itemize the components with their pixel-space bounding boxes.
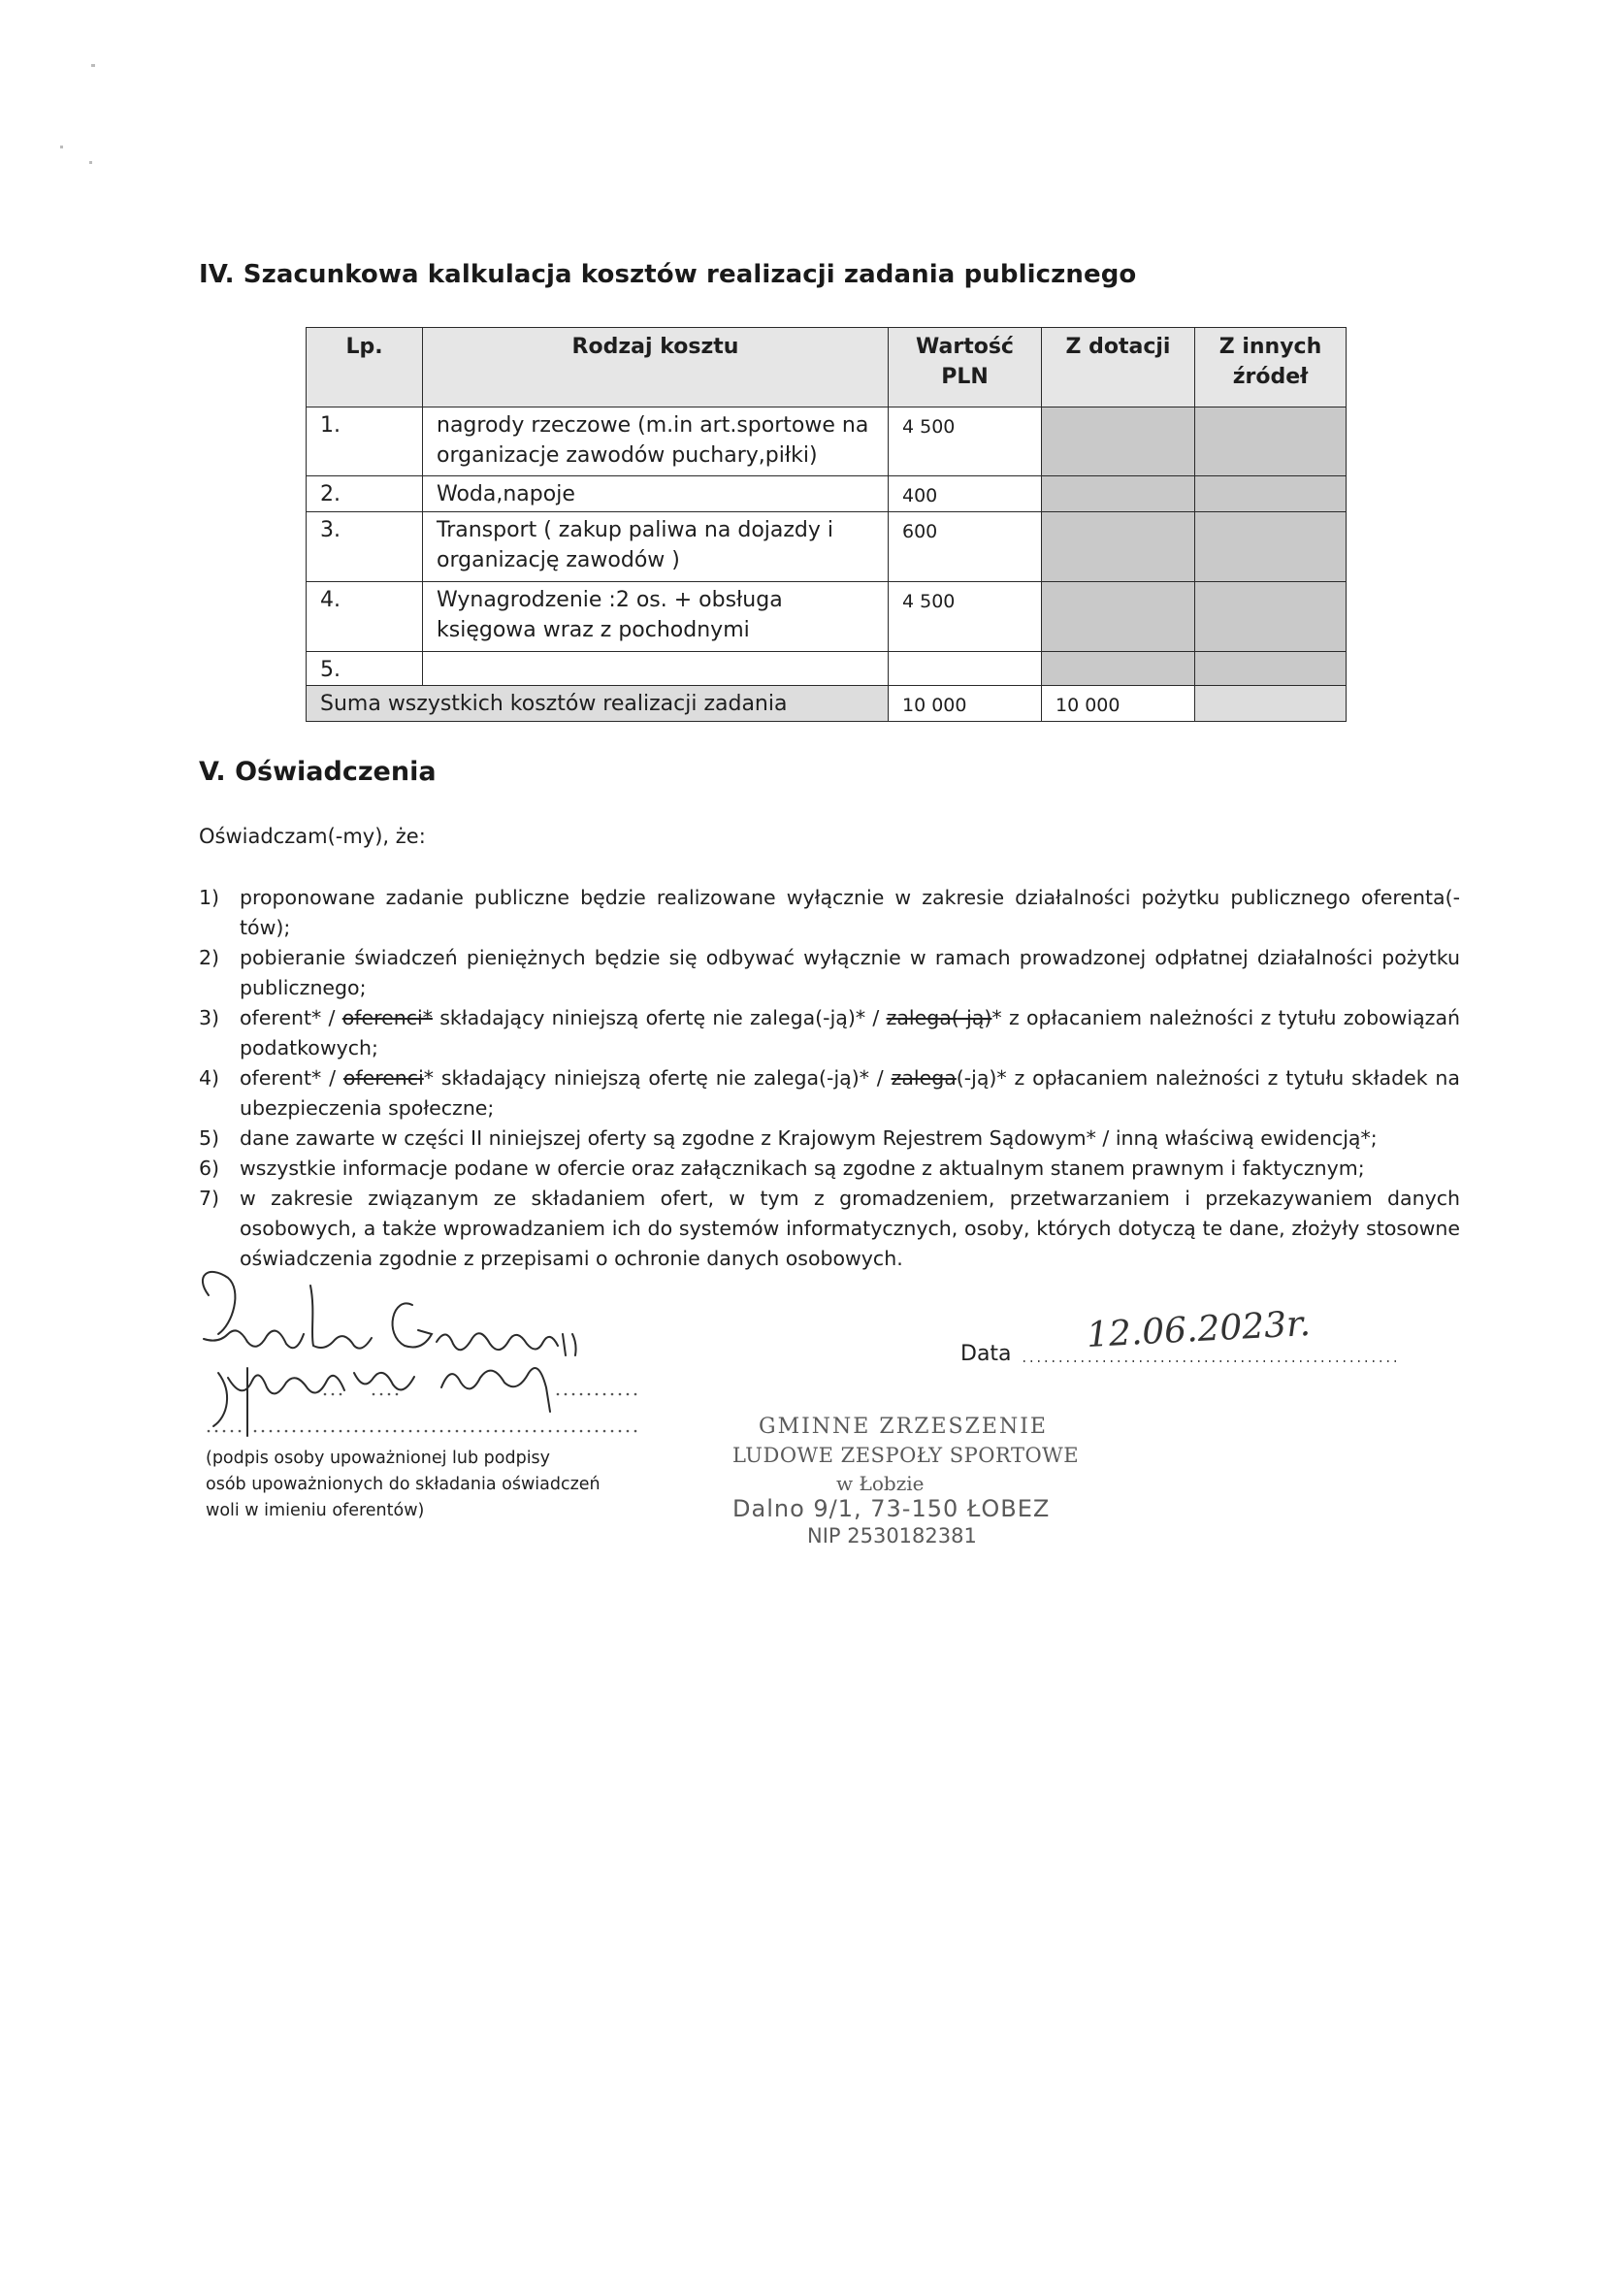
- stamp-line: LUDOWE ZESPOŁY SPORTOWE: [732, 1444, 1080, 1467]
- table-row: [307, 582, 1347, 652]
- stamp-line: NIP 2530182381: [807, 1524, 977, 1548]
- table-row: [307, 407, 1347, 476]
- scan-speck: [60, 146, 63, 148]
- section-v-title: V. Oświadczenia: [199, 757, 437, 787]
- total-other-cell: [1195, 686, 1347, 722]
- statement-number: 5): [199, 1126, 220, 1150]
- row-other-cell: [1195, 582, 1347, 652]
- table-total-row: [307, 686, 1347, 722]
- section-iv-title: IV. Szacunkowa kalkulacja kosztów realizacji zadania publicznego: [199, 260, 1137, 289]
- statement-text: [240, 1063, 1460, 1124]
- row-lp: 4.: [307, 582, 423, 652]
- statement-number: 6): [199, 1157, 220, 1180]
- row-grant-cell: [1042, 582, 1195, 652]
- statement-item: [199, 883, 1460, 943]
- row-other-cell: [1195, 407, 1347, 476]
- header-value: Wartość PLN: [889, 328, 1042, 407]
- statement-item: [199, 1184, 1460, 1274]
- handwritten-signature: [189, 1266, 665, 1441]
- statement-text: pobieranie świadczeń pieniężnych będzie się odbywać wyłącznie w ramach prowadzonej odpłatnej działalności pożytku publicznego;: [240, 946, 1460, 999]
- row-other-cell: [1195, 476, 1347, 512]
- statement-number: 7): [199, 1187, 220, 1210]
- statement-item: [199, 1003, 1460, 1063]
- statement-text: wszystkie informacje podane w ofercie oraz załącznikach są zgodne z aktualnym stanem prawnym i faktycznym;: [240, 1157, 1365, 1180]
- table-header-row: [307, 328, 1347, 407]
- statement-text-part: * składający niniejszą ofertę nie zalega(-ją)* /: [423, 1066, 892, 1090]
- row-other-cell: [1195, 652, 1347, 686]
- total-value: 10 000: [889, 686, 1042, 722]
- row-grant-cell: [1042, 407, 1195, 476]
- stamp-line: Dalno 9/1, 73-150 ŁOBEZ: [732, 1495, 1051, 1522]
- statement-text-part: składający niniejszą ofertę nie zalega(-ją)* /: [432, 1006, 887, 1029]
- total-label: Suma wszystkich kosztów realizacji zadania: [307, 686, 889, 722]
- row-description: Woda,napoje: [423, 476, 889, 512]
- row-value: [889, 652, 1042, 686]
- date-label: Data: [960, 1342, 1012, 1366]
- statement-number: 2): [199, 946, 220, 969]
- row-lp: 1.: [307, 407, 423, 476]
- signature-caption-line: woli w imieniu oferentów): [206, 1501, 425, 1520]
- row-lp: 5.: [307, 652, 423, 686]
- header-other-sources: Z innych źródeł: [1195, 328, 1347, 407]
- statement-item: [199, 1154, 1460, 1184]
- row-value: 600: [889, 512, 1042, 582]
- row-description: [423, 652, 889, 686]
- statement-text-part: (-ją)* z opłacaniem należności z tytułu składek na ubezpieczenia społeczne;: [240, 1066, 1460, 1120]
- row-lp: 3.: [307, 512, 423, 582]
- scan-speck: [91, 64, 95, 67]
- table-row: [307, 476, 1347, 512]
- signature-caption-line: (podpis osoby upoważnionej lub podpisy: [206, 1449, 551, 1468]
- statement-item: [199, 943, 1460, 1003]
- struck-text: zalega(-ją): [886, 1006, 992, 1029]
- row-grant-cell: [1042, 476, 1195, 512]
- statement-text: w zakresie związanym ze składaniem ofert, w tym z gromadzeniem, przetwarzaniem i przekazywaniem danych osobowych, a także wprowadzaniem ich do systemów informatycznych, osoby, których dotyczą te dane, złożyły stosowne oświadczenia zgodnie z przepisami o ochronie danych osobowych.: [240, 1187, 1460, 1270]
- header-cost-type: Rodzaj kosztu: [423, 328, 889, 407]
- row-value: 4 500: [889, 582, 1042, 652]
- statement-text-part: oferent* /: [240, 1006, 342, 1029]
- stamp-line: w Łobzie: [836, 1472, 925, 1495]
- table-row: [307, 512, 1347, 582]
- total-grant: 10 000: [1042, 686, 1195, 722]
- struck-text: zalega: [891, 1066, 957, 1090]
- statement-number: 1): [199, 886, 220, 909]
- statement-text: proponowane zadanie publiczne będzie realizowane wyłącznie w zakresie działalności pożytku publicznego oferenta(-tów);: [240, 886, 1460, 939]
- row-other-cell: [1195, 512, 1347, 582]
- row-grant-cell: [1042, 652, 1195, 686]
- row-description: nagrody rzeczowe (m.in art.sportowe na organizacje zawodów puchary,piłki): [423, 407, 889, 476]
- struck-text: oferenci*: [341, 1006, 433, 1029]
- row-grant-cell: [1042, 512, 1195, 582]
- statement-text-part: oferent* /: [240, 1066, 343, 1090]
- statement-item: [199, 1063, 1460, 1124]
- statement-number: 3): [199, 1006, 220, 1029]
- signature-caption-line: osób upoważnionych do składania oświadczeń: [206, 1475, 601, 1494]
- row-lp: 2.: [307, 476, 423, 512]
- statement-text: dane zawarte w części II niniejszej oferty są zgodne z Krajowym Rejestrem Sądowym* / inną właściwą ewidencją*;: [240, 1126, 1378, 1150]
- statement-item: [199, 1124, 1460, 1154]
- header-lp: Lp.: [307, 328, 423, 407]
- row-value: 4 500: [889, 407, 1042, 476]
- row-description: Wynagrodzenie :2 os. + obsługa księgowa wraz z pochodnymi: [423, 582, 889, 652]
- statements-intro: Oświadczam(-my), że:: [199, 825, 426, 848]
- date-value: 12.06.2023r.: [1086, 1303, 1312, 1356]
- statement-text-part: * z opłacaniem należności z tytułu zobowiązań podatkowych;: [240, 1006, 1460, 1059]
- signature-caption: [206, 1446, 601, 1524]
- scan-speck: [89, 161, 92, 164]
- struck-text: oferenci: [342, 1066, 424, 1090]
- cost-table: [306, 327, 1347, 722]
- statement-number: 4): [199, 1066, 220, 1090]
- header-grant: Z dotacji: [1042, 328, 1195, 407]
- stamp-line: GMINNE ZRZESZENIE: [759, 1415, 1048, 1439]
- statement-text: [240, 1003, 1460, 1063]
- row-description: Transport ( zakup paliwa na dojazdy i organizację zawodów ): [423, 512, 889, 582]
- table-row: [307, 652, 1347, 686]
- row-value: 400: [889, 476, 1042, 512]
